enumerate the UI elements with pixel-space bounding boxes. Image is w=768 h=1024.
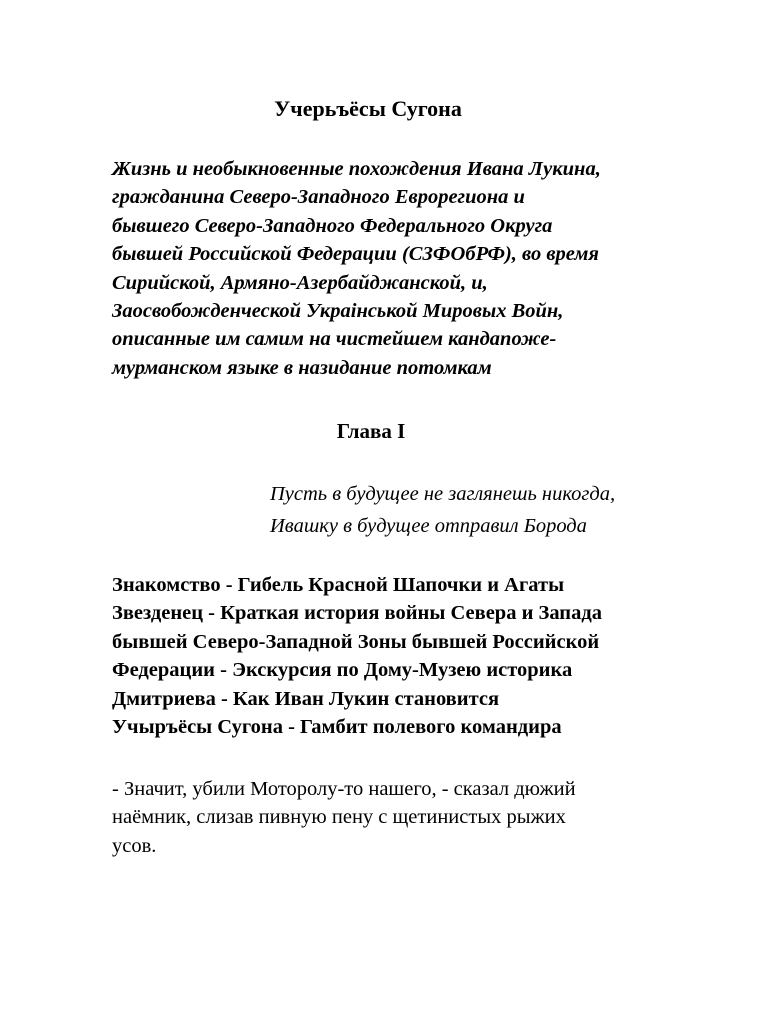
subtitle-line: Сирийской, Армяно-Азербайджанской, и, — [112, 271, 488, 294]
chapter-summary — [112, 571, 652, 741]
summary-line: Учыръёсы Сугона - Гамбит полевого командира — [112, 716, 562, 739]
subtitle-line: описанные им самим на чистейшем кандапоже- — [112, 328, 557, 351]
document-subtitle — [112, 155, 672, 382]
subtitle-line: Заосвобожденческой Украiнськой Мировых Войн, — [112, 300, 564, 323]
subtitle-line: мурманском языке в назидание потомкам — [112, 356, 492, 379]
document-title: Учерьъёсы Сугона — [274, 96, 462, 121]
epigraph-line: Ивашку в будущее отправил Борода — [270, 515, 587, 537]
summary-line: Звезденец - Краткая история войны Севера и Запада — [112, 602, 602, 625]
subtitle-line: бывшего Северо-Западного Федерального Округа — [112, 214, 553, 237]
body-line: - Значит, убили Моторолу-то нашего, - сказал дюжий — [112, 778, 576, 800]
body-line: наёмник, слизав пивную пену с щетинистых рыжих — [112, 806, 566, 829]
summary-line: Федерации - Экскурсия по Дому-Музею историка — [112, 659, 573, 682]
subtitle-line: Жизнь и необыкновенные похождения Ивана Лукина, — [112, 158, 601, 180]
body-paragraph — [112, 775, 652, 860]
subtitle-line: бывшей Российской Федерации (СЗФОбРФ), во время — [112, 243, 599, 266]
summary-line: Знакомство - Гибель Красной Шапочки и Агаты — [112, 574, 565, 596]
chapter-heading: Глава I — [336, 419, 406, 443]
epigraph-line: Пусть в будущее не заглянешь никогда, — [270, 483, 616, 505]
subtitle-line: гражданина Северо-Западного Еврорегиона и — [112, 186, 525, 209]
summary-line: Дмитриева - Как Иван Лукин становится — [112, 687, 500, 710]
summary-line: бывшей Северо-Западной Зоны бывшей Российской — [112, 630, 600, 653]
epigraph — [270, 478, 710, 542]
body-line: усов. — [112, 834, 157, 857]
